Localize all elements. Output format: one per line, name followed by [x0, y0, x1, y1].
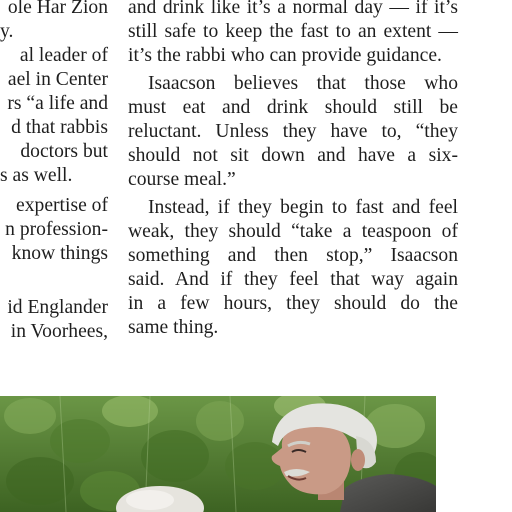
text-line: weak, they should “take a teaspoon of	[128, 221, 458, 242]
photo-image	[0, 396, 436, 512]
paragraph-first-line: Instead, if they begin to fast and feel	[148, 197, 458, 218]
text-line: d that rabbis	[11, 117, 108, 138]
text-line: doctors but	[20, 141, 108, 162]
text-line: y.	[0, 21, 14, 42]
text-line: something and then stop,” Isaacson	[128, 245, 458, 266]
paragraph-first-line: Isaacson believes that those who	[148, 73, 458, 94]
text-line: same thing.	[128, 317, 219, 338]
text-line: should not sit down and have a six-	[128, 145, 458, 166]
text-line: reluctant. Unless they have to, “they	[128, 121, 458, 142]
text-line: ael in Center	[7, 69, 108, 90]
text-line: n profession-	[5, 219, 108, 240]
text-line: al leader of	[19, 45, 108, 66]
text-line: it’s the rabbi who can provide guidance.	[128, 45, 442, 66]
text-line: id Englander	[7, 297, 108, 318]
text-line: know things	[11, 243, 108, 264]
article-photo	[0, 396, 436, 512]
text-line: s as well.	[0, 165, 73, 186]
text-line: said. And if they feel that way again	[128, 269, 458, 290]
text-line: in Voorhees,	[10, 321, 108, 342]
text-line: ole Har Zion	[7, 0, 108, 18]
text-line: rs “a life and	[7, 93, 108, 114]
text-line: and drink like it’s a normal day — if it’s	[128, 0, 458, 18]
text-line: in a few hours, they should do the	[128, 293, 458, 314]
text-line: still safe to keep the fast to an extent —	[128, 21, 458, 42]
text-line: expertise of	[16, 195, 108, 216]
text-line: must eat and drink should still be	[128, 97, 458, 118]
text-line: course meal.”	[128, 169, 236, 190]
